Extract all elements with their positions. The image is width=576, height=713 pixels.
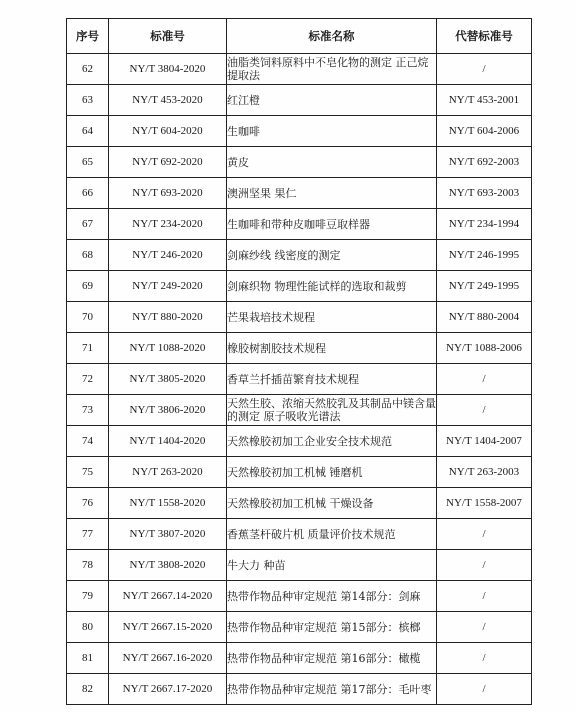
table-header-row — [67, 19, 532, 54]
seq-cell: 63 — [67, 85, 109, 116]
name-cell: 剑麻织物 物理性能试样的选取和裁剪 — [227, 271, 437, 302]
seq-cell: 65 — [67, 147, 109, 178]
name-cell: 天然橡胶初加工企业安全技术规范 — [227, 426, 437, 457]
replaced-cell: / — [437, 54, 532, 85]
code-cell: NY/T 3804-2020 — [109, 54, 227, 85]
header-replaced: 代替标准号 — [437, 19, 532, 54]
replaced-cell: NY/T 1404-2007 — [437, 426, 532, 457]
replaced-cell: NY/T 693-2003 — [437, 178, 532, 209]
name-cell: 剑麻纱线 线密度的测定 — [227, 240, 437, 271]
code-cell: NY/T 604-2020 — [109, 116, 227, 147]
seq-cell: 81 — [67, 643, 109, 674]
code-cell: NY/T 234-2020 — [109, 209, 227, 240]
table-row — [67, 54, 532, 85]
seq-cell: 71 — [67, 333, 109, 364]
replaced-cell: NY/T 246-1995 — [437, 240, 532, 271]
replaced-cell: / — [437, 550, 532, 581]
name-cell: 热带作物品种审定规范 第14部分：剑麻 — [227, 581, 437, 612]
table-row — [67, 550, 532, 581]
replaced-cell: NY/T 1088-2006 — [437, 333, 532, 364]
seq-cell: 82 — [67, 674, 109, 705]
seq-cell: 64 — [67, 116, 109, 147]
name-cell: 生咖啡和带种皮咖啡豆取样器 — [227, 209, 437, 240]
replaced-cell: NY/T 880-2004 — [437, 302, 532, 333]
table-row — [67, 333, 532, 364]
seq-cell: 67 — [67, 209, 109, 240]
code-cell: NY/T 2667.17-2020 — [109, 674, 227, 705]
name-cell: 生咖啡 — [227, 116, 437, 147]
name-cell: 红江橙 — [227, 85, 437, 116]
code-cell: NY/T 2667.15-2020 — [109, 612, 227, 643]
table-row — [67, 395, 532, 426]
code-cell: NY/T 2667.16-2020 — [109, 643, 227, 674]
replaced-cell: NY/T 604-2006 — [437, 116, 532, 147]
code-cell: NY/T 1558-2020 — [109, 488, 227, 519]
table-row — [67, 178, 532, 209]
replaced-cell: / — [437, 395, 532, 426]
replaced-cell: NY/T 249-1995 — [437, 271, 532, 302]
seq-cell: 77 — [67, 519, 109, 550]
replaced-cell: / — [437, 643, 532, 674]
header-seq: 序号 — [67, 19, 109, 54]
table-row — [67, 488, 532, 519]
replaced-cell: / — [437, 364, 532, 395]
replaced-cell: NY/T 692-2003 — [437, 147, 532, 178]
table-row — [67, 364, 532, 395]
table-row — [67, 209, 532, 240]
name-cell: 油脂类饲料原料中不皂化物的测定 正己烷提取法 — [227, 54, 437, 85]
table-row — [67, 457, 532, 488]
name-cell: 芒果栽培技术规程 — [227, 302, 437, 333]
seq-cell: 80 — [67, 612, 109, 643]
table-row — [67, 643, 532, 674]
table-row — [67, 674, 532, 705]
name-cell: 天然橡胶初加工机械 锤磨机 — [227, 457, 437, 488]
name-cell: 香草兰扦插苗繁育技术规程 — [227, 364, 437, 395]
seq-cell: 74 — [67, 426, 109, 457]
replaced-cell: NY/T 263-2003 — [437, 457, 532, 488]
table-row — [67, 612, 532, 643]
seq-cell: 69 — [67, 271, 109, 302]
replaced-cell: NY/T 453-2001 — [437, 85, 532, 116]
code-cell: NY/T 3808-2020 — [109, 550, 227, 581]
code-cell: NY/T 453-2020 — [109, 85, 227, 116]
code-cell: NY/T 246-2020 — [109, 240, 227, 271]
name-cell: 香蕉茎杆破片机 质量评价技术规范 — [227, 519, 437, 550]
header-name: 标准名称 — [227, 19, 437, 54]
code-cell: NY/T 1404-2020 — [109, 426, 227, 457]
code-cell: NY/T 263-2020 — [109, 457, 227, 488]
replaced-cell: / — [437, 674, 532, 705]
code-cell: NY/T 692-2020 — [109, 147, 227, 178]
name-cell: 热带作物品种审定规范 第15部分：槟榔 — [227, 612, 437, 643]
seq-cell: 66 — [67, 178, 109, 209]
table-row — [67, 302, 532, 333]
code-cell: NY/T 880-2020 — [109, 302, 227, 333]
replaced-cell: NY/T 234-1994 — [437, 209, 532, 240]
name-cell: 天然橡胶初加工机械 干燥设备 — [227, 488, 437, 519]
seq-cell: 72 — [67, 364, 109, 395]
code-cell: NY/T 249-2020 — [109, 271, 227, 302]
code-cell: NY/T 3806-2020 — [109, 395, 227, 426]
replaced-cell: / — [437, 612, 532, 643]
code-cell: NY/T 1088-2020 — [109, 333, 227, 364]
name-cell: 澳洲坚果 果仁 — [227, 178, 437, 209]
table-row — [67, 426, 532, 457]
code-cell: NY/T 3807-2020 — [109, 519, 227, 550]
seq-cell: 75 — [67, 457, 109, 488]
table-row — [67, 240, 532, 271]
replaced-cell: NY/T 1558-2007 — [437, 488, 532, 519]
table-row — [67, 519, 532, 550]
seq-cell: 70 — [67, 302, 109, 333]
standards-table — [66, 18, 532, 705]
name-cell: 天然生胶、浓缩天然胶乳及其制品中镁含量的测定 原子吸收光谱法 — [227, 395, 437, 426]
table-row — [67, 271, 532, 302]
name-cell: 橡胶树割胶技术规程 — [227, 333, 437, 364]
seq-cell: 68 — [67, 240, 109, 271]
seq-cell: 62 — [67, 54, 109, 85]
code-cell: NY/T 2667.14-2020 — [109, 581, 227, 612]
seq-cell: 78 — [67, 550, 109, 581]
header-code: 标准号 — [109, 19, 227, 54]
name-cell: 热带作物品种审定规范 第17部分：毛叶枣 — [227, 674, 437, 705]
name-cell: 热带作物品种审定规范 第16部分：橄榄 — [227, 643, 437, 674]
name-cell: 黄皮 — [227, 147, 437, 178]
replaced-cell: / — [437, 581, 532, 612]
table-row — [67, 116, 532, 147]
table-row — [67, 85, 532, 116]
seq-cell: 73 — [67, 395, 109, 426]
name-cell: 牛大力 种苗 — [227, 550, 437, 581]
code-cell: NY/T 693-2020 — [109, 178, 227, 209]
code-cell: NY/T 3805-2020 — [109, 364, 227, 395]
seq-cell: 76 — [67, 488, 109, 519]
replaced-cell: / — [437, 519, 532, 550]
table-row — [67, 147, 532, 178]
seq-cell: 79 — [67, 581, 109, 612]
table-row — [67, 581, 532, 612]
